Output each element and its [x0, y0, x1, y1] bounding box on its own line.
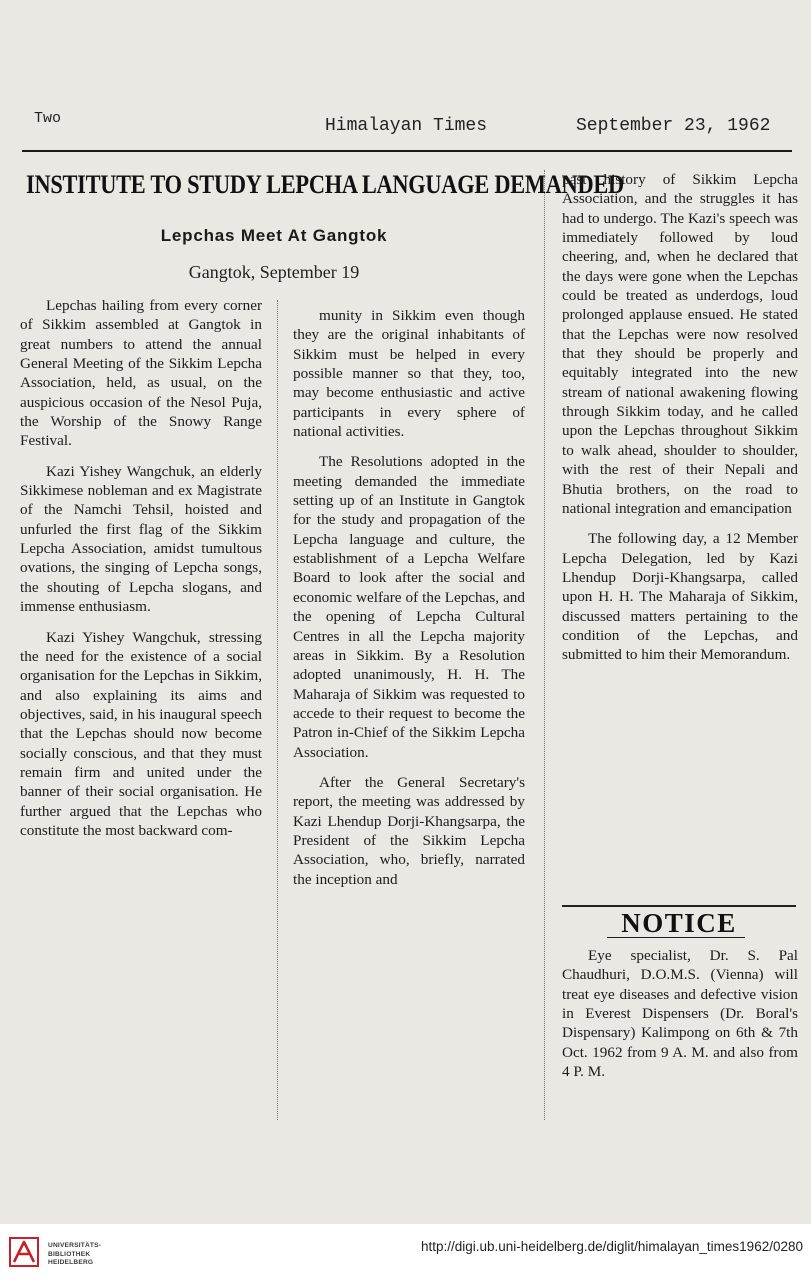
article-subhead: Lepchas Meet At Gangtok: [160, 226, 388, 245]
article-dateline: Gangtok, September 19: [188, 262, 360, 282]
paragraph: past history of Sikkim Lepcha Association, and the struggles it has had to undergo. The Kazi's speech was immediately followed by loud cheering, and, when he declared that the days were gone when the Lepchas could be treated as underdogs, loud prolonged applause ensued. He stated that the Lepchas were now resolved that they should be properly and equitably integrated into the new stream of national awakening flowing through Sikkim today, and he called upon the Lepchas throughout Sikkim to walk ahead, shoulder to shoulder, with the rest of their Nepali and Bhutia brothers, on the road to national integration and emancipation: [562, 171, 798, 517]
paragraph: The Resolutions adopted in the meeting demanded the immediate setting up of an Institute in Gangtok for the study and propagation of the Lepcha language and culture, the establishment of a Lepcha Welfare Board to look after the social and economic welfare of the Lepchas, and the opening of Lepcha Cultural Centres in all the Lepcha majority areas in Sikkim. By a Resolution adopted unanimously, H. H. The Maharaja of Sikkim was requested to accede to their request to become the Patron in-Chief of the Sikkim Lepcha Association.: [293, 453, 525, 761]
notice-underline: [607, 937, 745, 938]
source-url-link[interactable]: http://digi.ub.uni-heidelberg.de/diglit/himalayan_times1962/0280: [420, 1239, 803, 1254]
article-column-3: [562, 170, 798, 665]
running-head: [0, 110, 811, 140]
paragraph: Lepchas hailing from every corner of Sikkim assembled at Gangtok in great numbers to attend the annual General Meeting of the Sikkim Lepcha Association, held, as usual, on the auspicious occasion of the Nesol Puja, the Worship of the Snowy Range Festival.: [20, 297, 262, 450]
paragraph: Kazi Yishey Wangchuk, stressing the need for the existence of a social organisation for the Lepchas in Sikkim, and also explaining its aims and objectives, said, in his inaugural speech that the Lepchas should now become socially conscious, and that they must remain firm and united under the banner of their social organisation. He further argued that the Lepchas who constitute the most backward com-: [20, 628, 262, 839]
column-divider: [277, 300, 278, 1120]
header-rule: [22, 150, 792, 152]
column-divider: [544, 170, 545, 1120]
library-name-line: HEIDELBERG: [48, 1259, 94, 1267]
notice-box: [562, 946, 798, 1081]
notice-title: NOTICE: [621, 908, 737, 938]
library-name-line: BIBLIOTHEK: [48, 1250, 91, 1258]
notice-text: Eye specialist, Dr. S. Pal Chaudhuri, D.O.M.S. (Vienna) will treat eye diseases and defective vision in Everest Dispensers (Dr. Boral's Dispensary) Kalimpong on 6th & 7th Oct. 1962 from 9 A. M. and also from 4 P. M.: [562, 947, 798, 1081]
newspaper-name: Himalayan Times: [325, 116, 488, 136]
paragraph: munity in Sikkim even though they are the original inhabitants of Sikkim must be helped in every possible manner so that they, too, may become enthusiastic and active participants in every sphere of national activities.: [293, 307, 525, 441]
page-number: Two: [34, 110, 62, 127]
library-name: [48, 1242, 101, 1268]
footer-bar: [0, 1224, 811, 1282]
issue-date: September 23, 1962: [576, 116, 771, 136]
paragraph: Kazi Yishey Wangchuk, an elderly Sikkimese nobleman and ex Magistrate of the Namchi Tehsil, hoisted and unfurled the first flag of the Sikkim Lepcha Association, amidst tumultous ovations, the singing of Lepcha songs, the shouting of Lepcha slogans, and immense enthusiasm.: [20, 462, 262, 616]
article-column-1: [20, 296, 262, 840]
article-column-2: [293, 306, 525, 889]
notice-rule: [562, 905, 796, 907]
article-headline: INSTITUTE TO STUDY LEPCHA LANGUAGE DEMANDED: [26, 170, 624, 199]
library-logo: [8, 1232, 108, 1274]
paragraph: The following day, a 12 Member Lepcha Delegation, led by Kazi Lhendup Dorji-Khangsarpa, called upon H. H. The Maharaja of Sikkim, discussed matters pertaining to the condition of the Lepchas, and submitted to him their Memorandum.: [562, 530, 798, 664]
heidelberg-crest-icon: [8, 1236, 40, 1268]
paragraph: After the General Secretary's report, the meeting was addressed by Kazi Lhendup Dorji-Khangsarpa, the President of the Sikkim Lepcha Association, who, briefly, narrated the inception and: [293, 773, 525, 888]
library-name-line: UNIVERSITÄTS-: [48, 1242, 102, 1249]
